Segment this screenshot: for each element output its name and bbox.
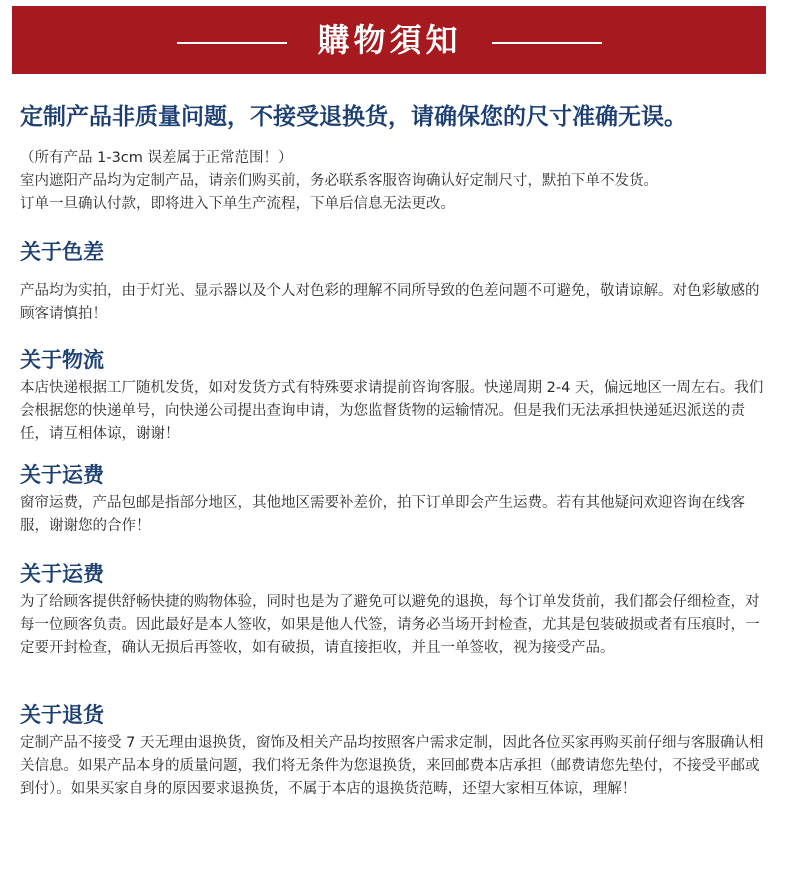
section-returns [20,700,772,801]
section-body: 定制产品不接受 7 天无理由退换货，窗饰及相关产品均按照客户需求定制，因此各位买家再购买前仔细与客服确认相关信息。如果产品本身的质量问题，我们将无条件为您退换货，来回邮费本店承担（邮费请您先垫付，不接受平邮或到付）。如果买家自身的原因要求退换货，不属于本店的退换货范畴，还望大家相互体谅，理解！ [20,735,764,797]
section-shipping-fee [20,460,772,538]
intro-line: 订单一旦确认付款，即将进入下单生产流程，下单后信息无法更改。 [20,196,455,212]
section-title: 关于物流 [20,348,104,372]
intro-line: （所有产品 1-3cm 误差属于正常范围！） [20,150,293,166]
banner-title: 購物須知 [317,21,462,59]
section-title: 关于退货 [20,703,104,727]
section-title: 关于运费 [20,463,104,487]
headline: 定制产品非质量问题，不接受退换货，请确保您的尺寸准确无误。 [20,104,687,130]
section-title: 关于运费 [20,562,104,586]
section-logistics [20,345,772,446]
banner-divider-left [177,42,287,44]
title-banner [12,6,766,74]
intro-line: 室内遮阳产品均为定制产品，请亲们购买前，务必联系客服咨询确认好定制尺寸，默拍下单不发货。 [20,173,658,189]
section-body: 窗帘运费，产品包邮是指部分地区，其他地区需要补差价，拍下订单即会产生运费。若有其他疑问欢迎咨询在线客服，谢谢您的合作！ [20,495,745,534]
section-color-difference [20,237,772,326]
section-body: 本店快递根据工厂随机发货，如对发货方式有特殊要求请提前咨询客服。快递周期 2-4 天，偏远地区一周左右。我们会根据您的快递单号，向快递公司提出查询申请，为您监督货物的运输情况。但是我们无法承担快递延迟派送的责任，请互相体谅，谢谢！ [20,380,764,442]
section-body: 为了给顾客提供舒畅快捷的购物体验，同时也是为了避免可以避免的退换，每个订单发货前，我们都会仔细检查，对每一位顾客负责。因此最好是本人签收，如果是他人代签，请务必当场开封检查，尤其是包装破损或者有压痕时，一定要开封检查，确认无损后再签收，如有破损，请直接拒收，并且一单签收，视为接受产品。 [20,594,760,656]
intro-block [20,147,780,216]
section-body: 产品均为实拍，由于灯光、显示器以及个人对色彩的理解不同所导致的色差问题不可避免，敬请谅解。对色彩敏感的顾客请慎拍！ [20,283,760,322]
banner-divider-right [492,42,602,44]
section-title: 关于色差 [20,240,104,264]
section-inspection [20,559,772,660]
